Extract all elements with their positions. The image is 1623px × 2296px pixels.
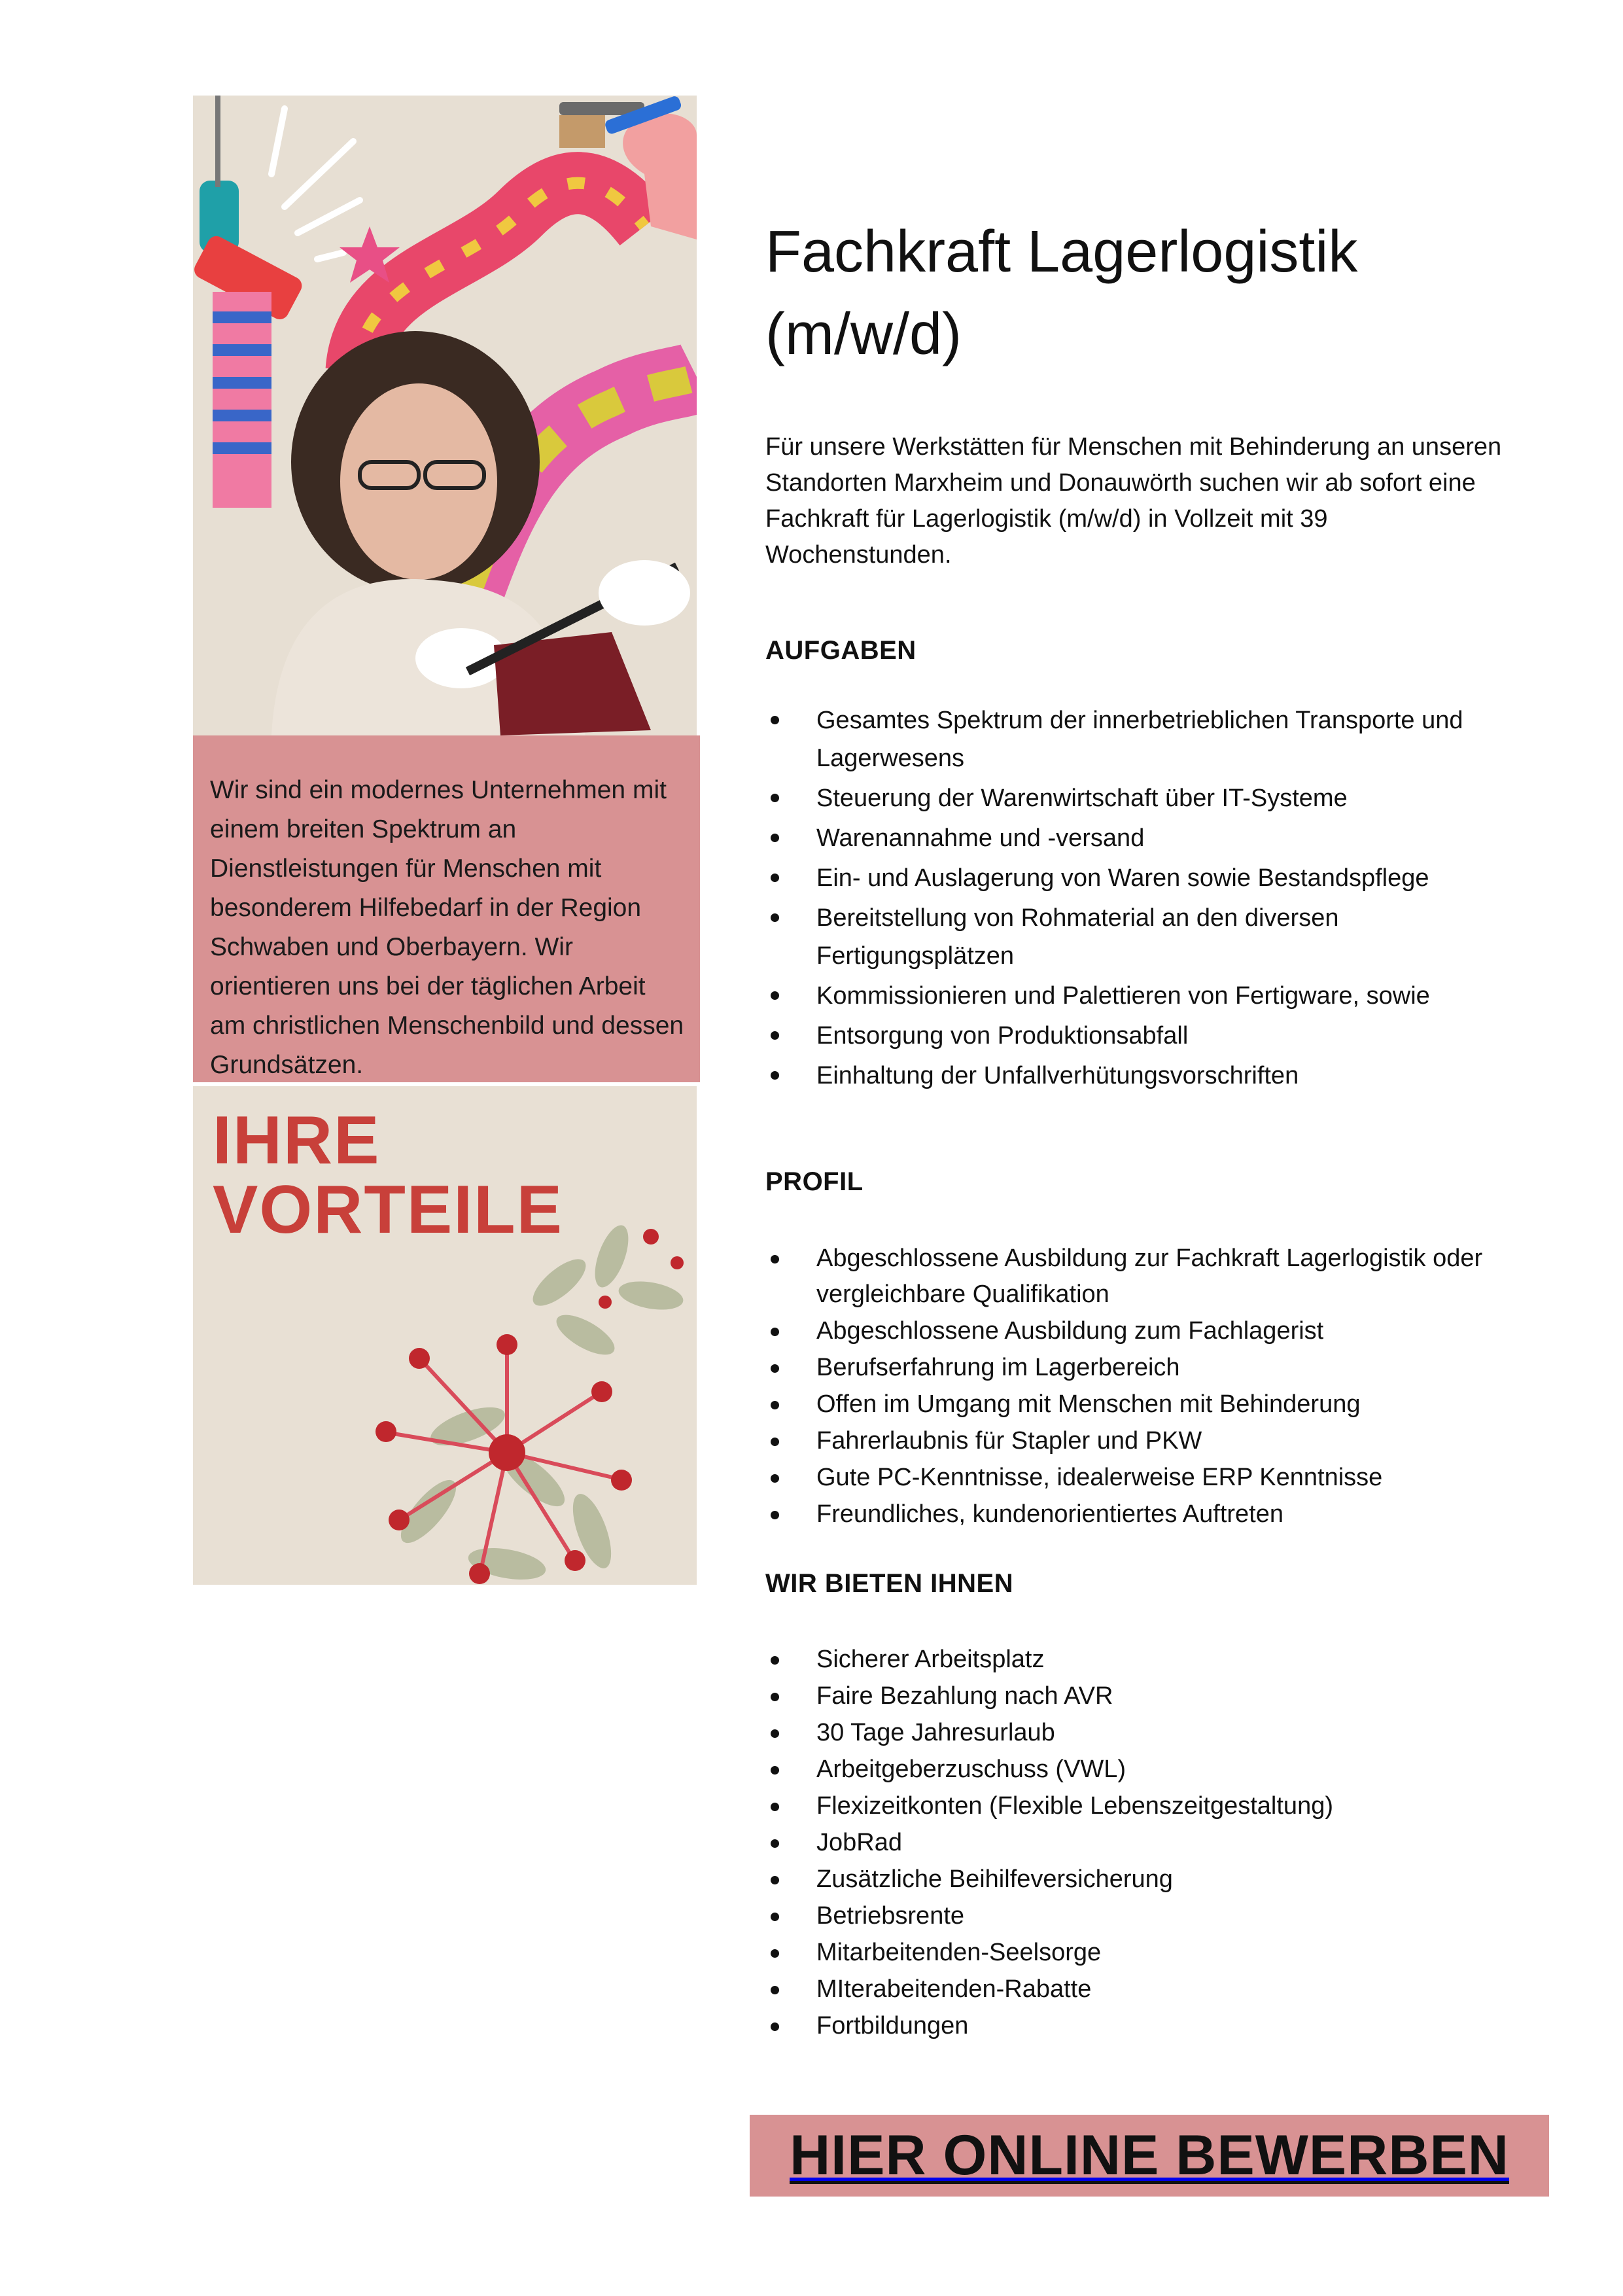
list-item: Fortbildungen [765, 2008, 1518, 2044]
bullet-icon [771, 991, 779, 1000]
bullet-icon [771, 1511, 779, 1519]
list-item: Ein- und Auslagerung von Waren sowie Bestandspflege [765, 859, 1518, 897]
list-item: Flexizeitkonten (Flexible Lebenszeitgestaltung) [765, 1788, 1518, 1824]
company-intro-box [193, 735, 700, 1082]
apply-online-button[interactable] [750, 2115, 1549, 2197]
vorteile-illustration [193, 1086, 697, 1585]
list-item: Sicherer Arbeitsplatz [765, 1642, 1518, 1678]
bullet-icon [771, 794, 779, 802]
apply-online-label: HIER ONLINE BEWERBEN [790, 2124, 1509, 2187]
bullet-icon [771, 1474, 779, 1483]
job-title [765, 211, 1550, 376]
list-item: Betriebsrente [765, 1898, 1518, 1934]
bullet-icon [771, 1729, 779, 1738]
bullet-icon [771, 1693, 779, 1701]
job-title-line2: (m/w/d) [765, 302, 962, 367]
bullet-icon [771, 1803, 779, 1811]
list-item: Zusätzliche Beihilfeversicherung [765, 1862, 1518, 1898]
list-item: Entsorgung von Produktionsabfall [765, 1017, 1518, 1055]
list-item: Fahrerlaubnis für Stapler und PKW [765, 1423, 1518, 1459]
bullet-icon [771, 1839, 779, 1848]
job-intro: Für unsere Werkstätten für Menschen mit Behinderung an unseren Standorten Marxheim und Donauwörth suchen wir ab sofort eine Fachkraft für Lagerlogistik (m/w/d) in Vollzeit mit 39 Wochenstunden. [765, 433, 1502, 569]
bullet-icon [771, 1438, 779, 1446]
vorteile-line2: VORTEILE [213, 1172, 564, 1248]
bullet-icon [771, 716, 779, 724]
list-item: MIterabeitenden-Rabatte [765, 1971, 1518, 2007]
profil-list [765, 1241, 1518, 1533]
list-item: Abgeschlossene Ausbildung zur Fachkraft Lagerlogistik oder vergleichbare Qualifikation [765, 1241, 1518, 1313]
bullet-icon [771, 834, 779, 842]
list-item: Faire Bezahlung nach AVR [765, 1678, 1518, 1714]
bullet-icon [771, 1949, 779, 1958]
profil-heading: PROFIL [765, 1167, 864, 1196]
bullet-icon [771, 1364, 779, 1373]
list-item: Kommissionieren und Palettieren von Fertigware, sowie [765, 977, 1518, 1015]
list-item: Berufserfahrung im Lagerbereich [765, 1350, 1518, 1386]
bullet-icon [771, 1031, 779, 1040]
list-item: Mitarbeitenden-Seelsorge [765, 1935, 1518, 1971]
bieten-list [765, 1642, 1518, 2045]
aufgaben-list [765, 701, 1518, 1097]
vorteile-heading [213, 1103, 564, 1248]
bullet-icon [771, 913, 779, 922]
bieten-heading: WIR BIETEN IHNEN [765, 1569, 1014, 1598]
list-item: Freundliches, kundenorientiertes Auftreten [765, 1496, 1518, 1532]
bullet-icon [771, 1656, 779, 1665]
bullet-icon [771, 1255, 779, 1263]
list-item: Bereitstellung von Rohmaterial an den diversen Fertigungsplätzen [765, 899, 1518, 975]
bullet-icon [771, 1913, 779, 1921]
bullet-icon [771, 1401, 779, 1409]
bullet-icon [771, 1071, 779, 1080]
list-item: 30 Tage Jahresurlaub [765, 1715, 1518, 1751]
company-intro-text: Wir sind ein modernes Unternehmen mit einem breiten Spektrum an Dienstleistungen für Menschen mit besonderem Hilfebedarf in der Region Schwaben und Oberbayern. Wir orientieren uns bei der täglichen Arbeit am christlichen Menschenbild und dessen Grundsätzen. [210, 776, 684, 1079]
list-item: Steuerung der Warenwirtschaft über IT-Systeme [765, 779, 1518, 817]
job-title-line1: Fachkraft Lagerlogistik [765, 219, 1358, 285]
list-item: Warenannahme und -versand [765, 819, 1518, 857]
bullet-icon [771, 874, 779, 882]
list-item: Gute PC-Kenntnisse, idealerweise ERP Kenntnisse [765, 1460, 1518, 1496]
list-item: JobRad [765, 1825, 1518, 1861]
list-item: Abgeschlossene Ausbildung zum Fachlagerist [765, 1313, 1518, 1349]
list-item: Einhaltung der Unfallverhütungsvorschriften [765, 1057, 1518, 1095]
hero-illustration [193, 96, 697, 735]
list-item: Gesamtes Spektrum der innerbetrieblichen Transporte und Lagerwesens [765, 701, 1518, 777]
list-item: Offen im Umgang mit Menschen mit Behinderung [765, 1386, 1518, 1422]
bullet-icon [771, 1986, 779, 1994]
list-item: Arbeitgeberzuschuss (VWL) [765, 1752, 1518, 1788]
vorteile-line1: IHRE [213, 1103, 381, 1178]
bullet-icon [771, 2022, 779, 2031]
bullet-icon [771, 1876, 779, 1884]
bullet-icon [771, 1328, 779, 1336]
bullet-icon [771, 1766, 779, 1775]
aufgaben-heading: AUFGABEN [765, 636, 916, 665]
